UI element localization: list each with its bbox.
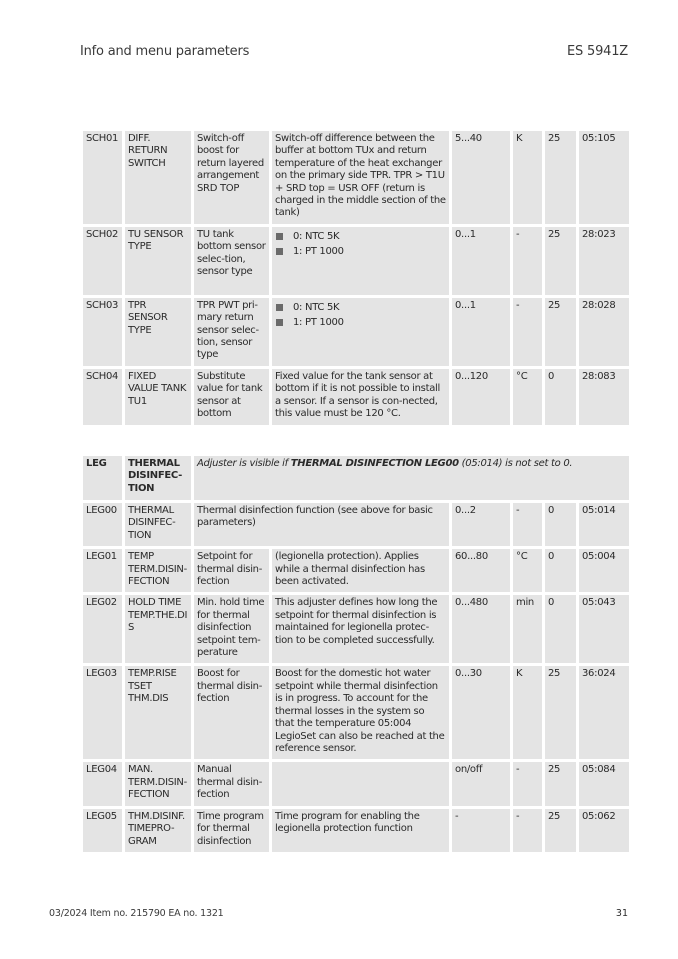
param-address: 05:043: [579, 595, 629, 663]
param-short-desc: Substitute value for tank sensor at bottom: [194, 369, 269, 425]
header-product-code: ES 5941Z: [567, 44, 628, 59]
param-name: THM.DISINF. TIMEPRO-GRAM: [125, 809, 191, 852]
param-address: 05:014: [579, 503, 629, 546]
note-prefix: Adjuster is visible if: [197, 458, 291, 469]
param-code: LEG05: [83, 809, 122, 852]
param-range: 60...80: [452, 549, 510, 592]
param-unit: °C: [513, 369, 542, 425]
param-range: 0...120: [452, 369, 510, 425]
table-row: [83, 666, 629, 759]
note-suffix: (05:014) is not set to 0.: [458, 458, 573, 469]
param-short-desc: Min. hold time for thermal disinfection setpoint tem-perature: [194, 595, 269, 663]
header-section-title: Info and menu parameters: [80, 44, 250, 59]
table-row: [83, 131, 629, 224]
param-default: 25: [545, 809, 576, 852]
param-unit: min: [513, 595, 542, 663]
leg-parameter-table: [80, 453, 632, 855]
option-item: 0: NTC 5K: [275, 302, 446, 314]
param-unit: -: [513, 503, 542, 546]
param-code: SCH03: [83, 298, 122, 366]
param-address: 05:004: [579, 549, 629, 592]
param-address: 28:083: [579, 369, 629, 425]
param-address: 28:028: [579, 298, 629, 366]
option-item: 0: NTC 5K: [275, 231, 446, 243]
sch-parameter-table: [80, 128, 632, 428]
param-unit: -: [513, 227, 542, 295]
param-description: [272, 762, 449, 805]
param-name: TPR SENSOR TYPE: [125, 298, 191, 366]
param-name: TEMP.RISE TSET THM.DIS: [125, 666, 191, 759]
param-code: LEG03: [83, 666, 122, 759]
param-description: This adjuster defines how long the setpoint for thermal disinfection is maintained for legionella protec-tion to be completed successfully.: [272, 595, 449, 663]
param-default: 0: [545, 595, 576, 663]
param-options: [272, 298, 449, 366]
param-address: 05:105: [579, 131, 629, 224]
param-code: SCH01: [83, 131, 122, 224]
section-code: LEG: [83, 456, 122, 500]
param-range: 0...1: [452, 298, 510, 366]
param-description: Fixed value for the tank sensor at bottom if it is not possible to install a sensor. If a sensor is con-nected, this value must be 120 °C.: [272, 369, 449, 425]
param-short-desc: Manual thermal disin-fection: [194, 762, 269, 805]
param-name: TU SENSOR TYPE: [125, 227, 191, 295]
param-short-desc: Time program for thermal disinfection: [194, 809, 269, 852]
param-code: SCH02: [83, 227, 122, 295]
param-name: THERMAL DISINFEC-TION: [125, 503, 191, 546]
param-default: 0: [545, 503, 576, 546]
table-row: [83, 298, 629, 366]
table-row: [83, 595, 629, 663]
table-row: [83, 369, 629, 425]
param-description: Thermal disinfection function (see above for basic parameters): [194, 503, 449, 546]
param-address: 28:023: [579, 227, 629, 295]
param-address: 36:024: [579, 666, 629, 759]
param-range: 0...480: [452, 595, 510, 663]
param-short-desc: TPR PWT pri-mary return sensor selec-tion, sensor type: [194, 298, 269, 366]
param-range: 5...40: [452, 131, 510, 224]
section-visibility-note: [194, 456, 629, 500]
param-short-desc: Switch-off boost for return layered arrangement SRD TOP: [194, 131, 269, 224]
param-address: 05:084: [579, 762, 629, 805]
param-range: -: [452, 809, 510, 852]
param-description: (legionella protection). Applies while a thermal disinfection has been activated.: [272, 549, 449, 592]
section-title: THERMAL DISINFEC-TION: [125, 456, 191, 500]
table-row: [83, 809, 629, 852]
param-unit: -: [513, 762, 542, 805]
param-unit: K: [513, 666, 542, 759]
option-item: 1: PT 1000: [275, 317, 446, 329]
param-default: 25: [545, 131, 576, 224]
param-name: TEMP TERM.DISIN-FECTION: [125, 549, 191, 592]
param-short-desc: Boost for thermal disin-fection: [194, 666, 269, 759]
param-options: [272, 227, 449, 295]
param-range: 0...2: [452, 503, 510, 546]
param-description: Switch-off difference between the buffer at bottom TUx and return temperature of the heat exchanger on the primary side TPR. TPR > T1U + SRD top = USR OFF (return is charged in the middle section of the tank): [272, 131, 449, 224]
param-default: 25: [545, 298, 576, 366]
param-range: on/off: [452, 762, 510, 805]
table-row: [83, 227, 629, 295]
param-code: LEG01: [83, 549, 122, 592]
param-unit: -: [513, 298, 542, 366]
param-description: Boost for the domestic hot water setpoint while thermal disinfection is in progress. To account for the thermal losses in the system so that the temperature 05:004 LegioSet can also be reached at the reference sensor.: [272, 666, 449, 759]
param-default: 0: [545, 369, 576, 425]
param-name: DIFF. RETURN SWITCH: [125, 131, 191, 224]
footer-document-info: 03/2024 Item no. 215790 EA no. 1321: [49, 908, 224, 919]
param-default: 25: [545, 762, 576, 805]
param-range: 0...30: [452, 666, 510, 759]
param-unit: °C: [513, 549, 542, 592]
param-default: 25: [545, 666, 576, 759]
param-range: 0...1: [452, 227, 510, 295]
param-default: 25: [545, 227, 576, 295]
table-row: [83, 549, 629, 592]
section-header-row: [83, 456, 629, 500]
param-short-desc: TU tank bottom sensor selec-tion, sensor type: [194, 227, 269, 295]
param-unit: K: [513, 131, 542, 224]
param-code: LEG00: [83, 503, 122, 546]
page-number: 31: [615, 908, 628, 919]
param-description: Time program for enabling the legionella protection function: [272, 809, 449, 852]
param-code: LEG04: [83, 762, 122, 805]
table-row: [83, 503, 629, 546]
param-address: 05:062: [579, 809, 629, 852]
param-code: LEG02: [83, 595, 122, 663]
param-unit: -: [513, 809, 542, 852]
param-name: HOLD TIME TEMP.THE.DI S: [125, 595, 191, 663]
param-name: FIXED VALUE TANK TU1: [125, 369, 191, 425]
param-default: 0: [545, 549, 576, 592]
option-item: 1: PT 1000: [275, 246, 446, 258]
note-param-ref: THERMAL DISINFECTION LEG00: [290, 458, 459, 469]
param-short-desc: Setpoint for thermal disin-fection: [194, 549, 269, 592]
param-code: SCH04: [83, 369, 122, 425]
table-row: [83, 762, 629, 805]
param-name: MAN. TERM.DISIN-FECTION: [125, 762, 191, 805]
